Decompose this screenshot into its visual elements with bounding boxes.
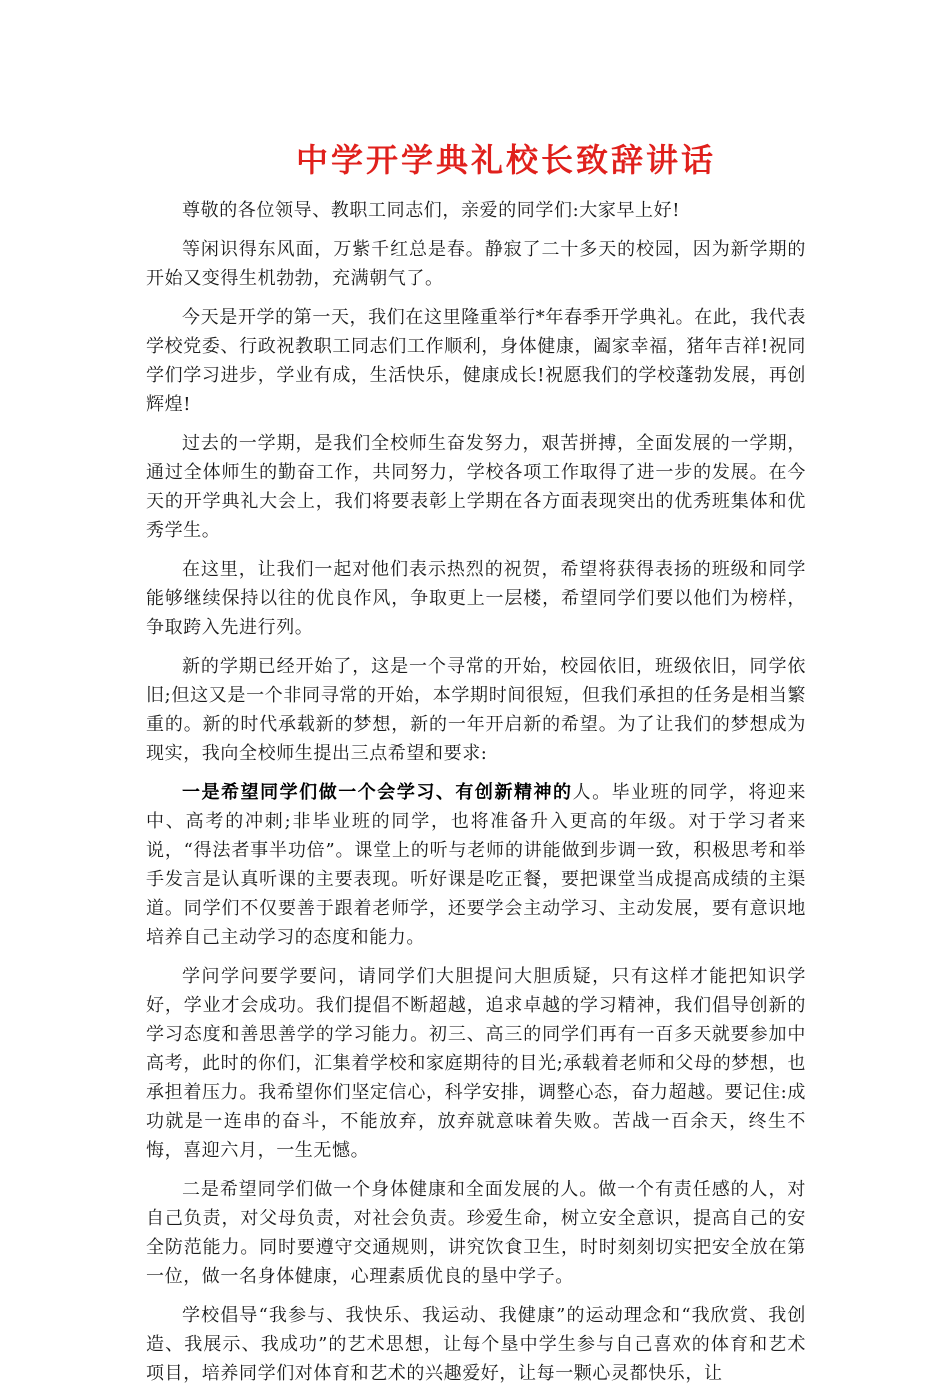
paragraph-second-hope: 二是希望同学们做一个身体健康和全面发展的人。做一个有责任感的人，对自己负责，对父母负责，对社会负责。珍爱生命，树立安全意识，提高自己的安全防范能力。同时要遵守交通规则，讲究饮食卫生，时时刻刻切实把安全放在第一位，做一名身体健康，心理素质优良的垦中学子。 <box>146 1179 806 1287</box>
document-title: 中学开学典礼校长致辞讲话 <box>295 141 716 179</box>
paragraph: 今天是开学的第一天，我们在这里隆重举行*年春季开学典礼。在此，我代表学校党委、行政祝教职工同志们工作顺利，身体健康，阖家幸福，猪年吉祥!祝同学们学习进步，学业有成，生活快乐，健康成长!祝愿我们的学校蓬勃发展，再创辉煌! <box>146 307 806 415</box>
bold-lead-text: 一是希望同学们做一个会学习、有创新精神的 <box>182 782 573 803</box>
paragraph-body-text: 人。毕业班的同学，将迎来中、高考的冲刺;非毕业班的同学，也将准备升入更高的年级。对于学习者来说，“得法者事半功倍”。课堂上的听与老师的讲能做到步调一致，积极思考和举手发言是认真听课的主要表现。听好课是吃正餐，要把课堂当成提高成绩的主渠道。同学们不仅要善于跟着老师学，还要学会主动学习、主动发展，要有意识地培养自己主动学习的态度和能力。 <box>146 782 806 948</box>
paragraph-greeting: 尊敬的各位领导、教职工同志们，亲爱的同学们:大家早上好! <box>182 200 681 221</box>
document-page <box>146 136 806 1398</box>
paragraph: 等闲识得东风面，万紫千红总是春。静寂了二十多天的校园，因为新学期的开始又变得生机勃勃，充满朝气了。 <box>146 239 806 289</box>
paragraph: 学校倡导“我参与、我快乐、我运动、我健康”的运动理念和“我欣赏、我创造、我展示、我成功”的艺术思想，让每个垦中学生参与自己喜欢的体育和艺术项目，培养同学们对体育和艺术的兴趣爱好，让每一颗心灵都快乐，让 <box>146 1305 806 1384</box>
paragraph: 新的学期已经开始了，这是一个寻常的开始，校园依旧，班级依旧，同学依旧;但这又是一个非同寻常的开始，本学期时间很短，但我们承担的任务是相当繁重的。新的时代承载新的梦想，新的一年开启新的希望。为了让我们的梦想成为现实，我向全校师生提出三点希望和要求: <box>146 656 806 764</box>
paragraph-first-hope <box>146 778 806 952</box>
paragraph: 学问学问要学要问，请同学们大胆提问大胆质疑，只有这样才能把知识学好，学业才会成功。我们提倡不断超越，追求卓越的学习精神，我们倡导创新的学习态度和善思善学的学习能力。初三、高三的同学们再有一百多天就要参加中高考，此时的你们，汇集着学校和家庭期待的目光;承载着老师和父母的梦想，也承担着压力。我希望你们坚定信心，科学安排，调整心态，奋力超越。要记住:成功就是一连串的奋斗，不能放弃，放弃就意味着失败。苦战一百余天，终生不悔，喜迎六月，一生无憾。 <box>146 966 806 1161</box>
paragraph: 在这里，让我们一起对他们表示热烈的祝贺，希望将获得表扬的班级和同学能够继续保持以往的优良作风，争取更上一层楼，希望同学们要以他们为榜样，争取跨入先进行列。 <box>146 559 806 638</box>
paragraph: 过去的一学期，是我们全校师生奋发努力，艰苦拼搏，全面发展的一学期，通过全体师生的勤奋工作，共同努力，学校各项工作取得了进一步的发展。在今天的开学典礼大会上，我们将要表彰上学期在各方面表现突出的优秀班集体和优秀学生。 <box>146 433 806 541</box>
